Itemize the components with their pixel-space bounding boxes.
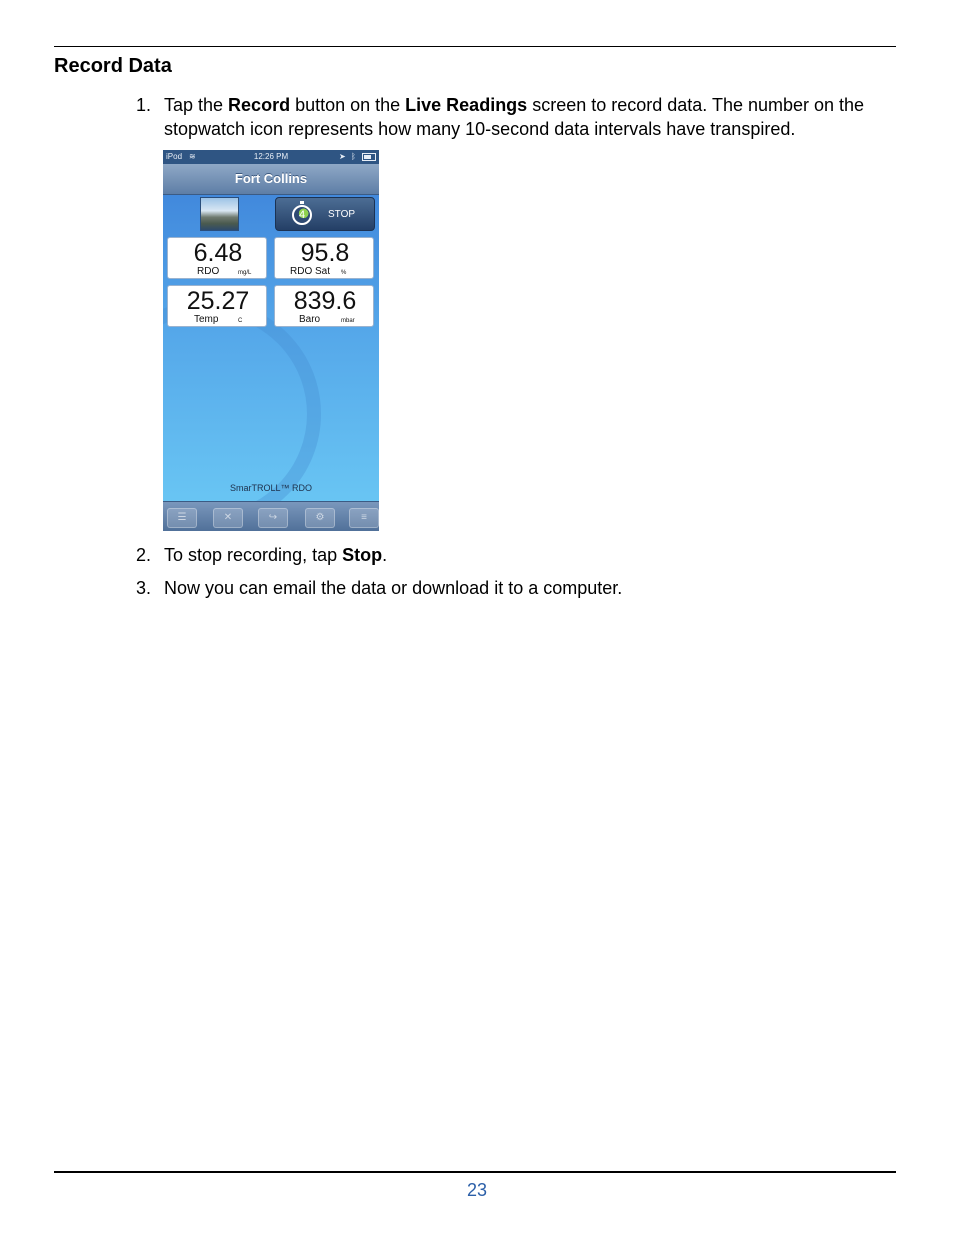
stop-label: STOP (328, 209, 356, 220)
reading-value: 95.8 (300, 239, 350, 267)
section-heading: Record Data (54, 55, 172, 77)
status-bar (163, 150, 379, 164)
reading-value: 25.27 (186, 287, 250, 315)
list-icon[interactable]: ☰ (167, 508, 197, 528)
tools-icon[interactable]: ✕ (213, 508, 243, 528)
stop-button[interactable] (275, 197, 375, 231)
step-3 (136, 576, 876, 600)
page-number: 23 (466, 1180, 488, 1200)
tab-bar (163, 501, 379, 531)
logo-watermark-icon (163, 300, 321, 528)
reading-label: Baro (299, 314, 321, 325)
location-icon: ➤ (339, 152, 346, 161)
reading-unit: mg/L (238, 270, 252, 276)
carrier-label: iPod (166, 152, 183, 161)
step-text: Now you can email the data or download it to a computer. (164, 578, 623, 598)
bluetooth-icon: ᛒ (351, 152, 356, 161)
step-text: To stop recording, tap Stop. (164, 545, 388, 565)
reading-label: RDO (197, 266, 220, 277)
settings-icon[interactable]: ⚙ (305, 508, 335, 528)
reading-unit: C (238, 318, 243, 324)
step-text: Tap the Record button on the Live Readings screen to record data. The number on the stopwatch icon represents how many 10-second data intervals have transpired. (164, 95, 865, 139)
export-icon[interactable]: ↪ (258, 508, 288, 528)
reading-tile-rdo[interactable] (167, 237, 267, 279)
wifi-icon: ≋ (189, 152, 196, 161)
site-photo[interactable] (200, 197, 239, 231)
phone-screenshot (163, 150, 379, 531)
interval-count: 4 (298, 209, 306, 221)
step-number: 2. (136, 545, 152, 565)
reading-tile-temp[interactable] (167, 285, 267, 327)
reading-label: RDO Sat (290, 266, 331, 277)
step-1 (136, 93, 876, 141)
footer-rule (54, 1171, 896, 1173)
reading-value: 6.48 (193, 239, 243, 267)
reading-value: 839.6 (293, 287, 357, 315)
step-number: 3. (136, 578, 152, 598)
step-number: 1. (136, 95, 152, 115)
reading-unit: mbar (341, 318, 355, 324)
reading-tile-rdo-sat[interactable] (274, 237, 374, 279)
device-brand: SmarTROLL™ RDO (229, 483, 312, 493)
site-title: Fort Collins (163, 164, 379, 195)
status-time: 12:26 PM (253, 152, 289, 161)
header-rule (54, 46, 896, 47)
readings-icon[interactable]: ≡ (349, 508, 379, 528)
reading-label: Temp (194, 314, 219, 325)
stopwatch-icon (292, 205, 312, 225)
step-2 (136, 543, 876, 567)
reading-unit: % (341, 270, 347, 276)
reading-tile-baro[interactable] (274, 285, 374, 327)
battery-icon (362, 153, 376, 161)
